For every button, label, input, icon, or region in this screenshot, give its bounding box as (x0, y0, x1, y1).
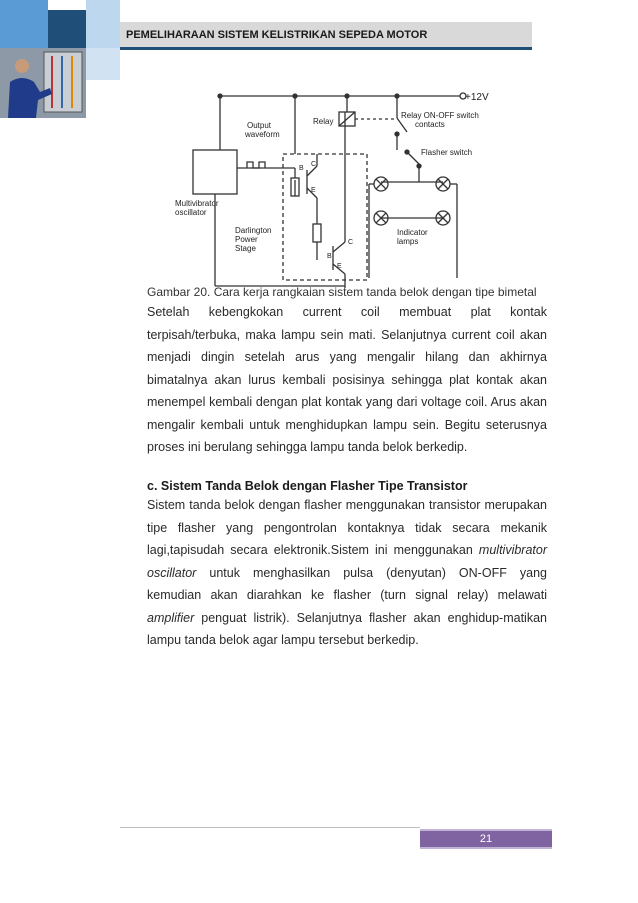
label-supply: +12V (465, 92, 489, 103)
header-bar (120, 22, 532, 50)
label-indicator: Indicator (397, 228, 428, 237)
technician-photo (0, 48, 86, 118)
label-darlington: Darlington (235, 226, 272, 235)
circuit-diagram (175, 78, 520, 293)
paragraph-text: penguat listrik). Selanjutnya flasher akan enghidup-matikan lampu tanda belok agar lampu tersebut berkedip. (147, 610, 547, 647)
header-title: PEMELIHARAAN SISTEM KELISTRIKAN SEPEDA MOTOR (126, 29, 428, 41)
label-output-waveform: waveform (245, 130, 280, 139)
label-output: Output (247, 121, 272, 130)
figure-caption: Gambar 20. Cara kerja rangkaian sistem tanda belok dengan tipe bimetal (147, 285, 537, 299)
label-collector-1: C (311, 161, 317, 168)
paragraph-bimetal: Setelah kebengkokan current coil membuat plat kontak terpisah/terbuka, maka lampu sein mati. Selanjutnya current coil akan menjadi dingin setelah arus yang mengalir hilang dan akhirnya bimatalnya akan lurus kembali posisinya sehingga plat kontak akan menempel kembali dengan plat kontak yang dari voltage coil. Arus akan mengalir kembali untuk menghidupkan lampu sein. Begitu seterusnya proses ini berulang sehingga lampu tanda belok berkedip. (147, 305, 547, 454)
paragraph-text: Sistem tanda belok dengan flasher menggunakan transistor merupakan tipe flasher yang pengontrolan kontaknya tidak secara mekanik lagi,tapisudah secara elektronik.Sistem ini menggunakan (147, 498, 547, 557)
label-power: Power (235, 235, 258, 244)
page-number: 21 (479, 833, 493, 845)
label-emitter-2: E (337, 263, 342, 270)
footer-line (120, 827, 420, 828)
paragraph-transistor (147, 494, 547, 652)
header-decor-square (86, 48, 120, 80)
label-flasher-switch: Flasher switch (421, 148, 473, 157)
label-base-2: B (327, 253, 332, 260)
label-relay-switch: Relay ON-OFF switch (401, 111, 479, 120)
term-multivibrator: multivibrator oscillator (147, 543, 547, 580)
label-relay: Relay (313, 117, 334, 126)
label-oscillator: oscillator (175, 208, 207, 217)
label-multivibrator: Multivibrator (175, 199, 219, 208)
label-collector-2: C (348, 239, 354, 246)
footer-page-box (420, 829, 552, 849)
label-lamps: lamps (397, 237, 419, 246)
label-base-1: B (299, 165, 304, 172)
header-decor-square (48, 10, 86, 48)
label-emitter-1: E (311, 187, 316, 194)
header-decor-square (86, 0, 120, 48)
section-heading: c. Sistem Tanda Belok dengan Flasher Tipe Transistor (147, 479, 468, 493)
label-stage: Stage (235, 244, 256, 253)
label-relay-switch-contacts: contacts (415, 120, 445, 129)
paragraph-text: untuk menghasilkan pulsa (denyutan) ON-OFF yang kemudian akan diarahkan ke flasher (turn signal relay) melawati (147, 565, 547, 602)
header-decor-square (0, 0, 48, 48)
term-amplifier: amplifier (147, 610, 195, 625)
